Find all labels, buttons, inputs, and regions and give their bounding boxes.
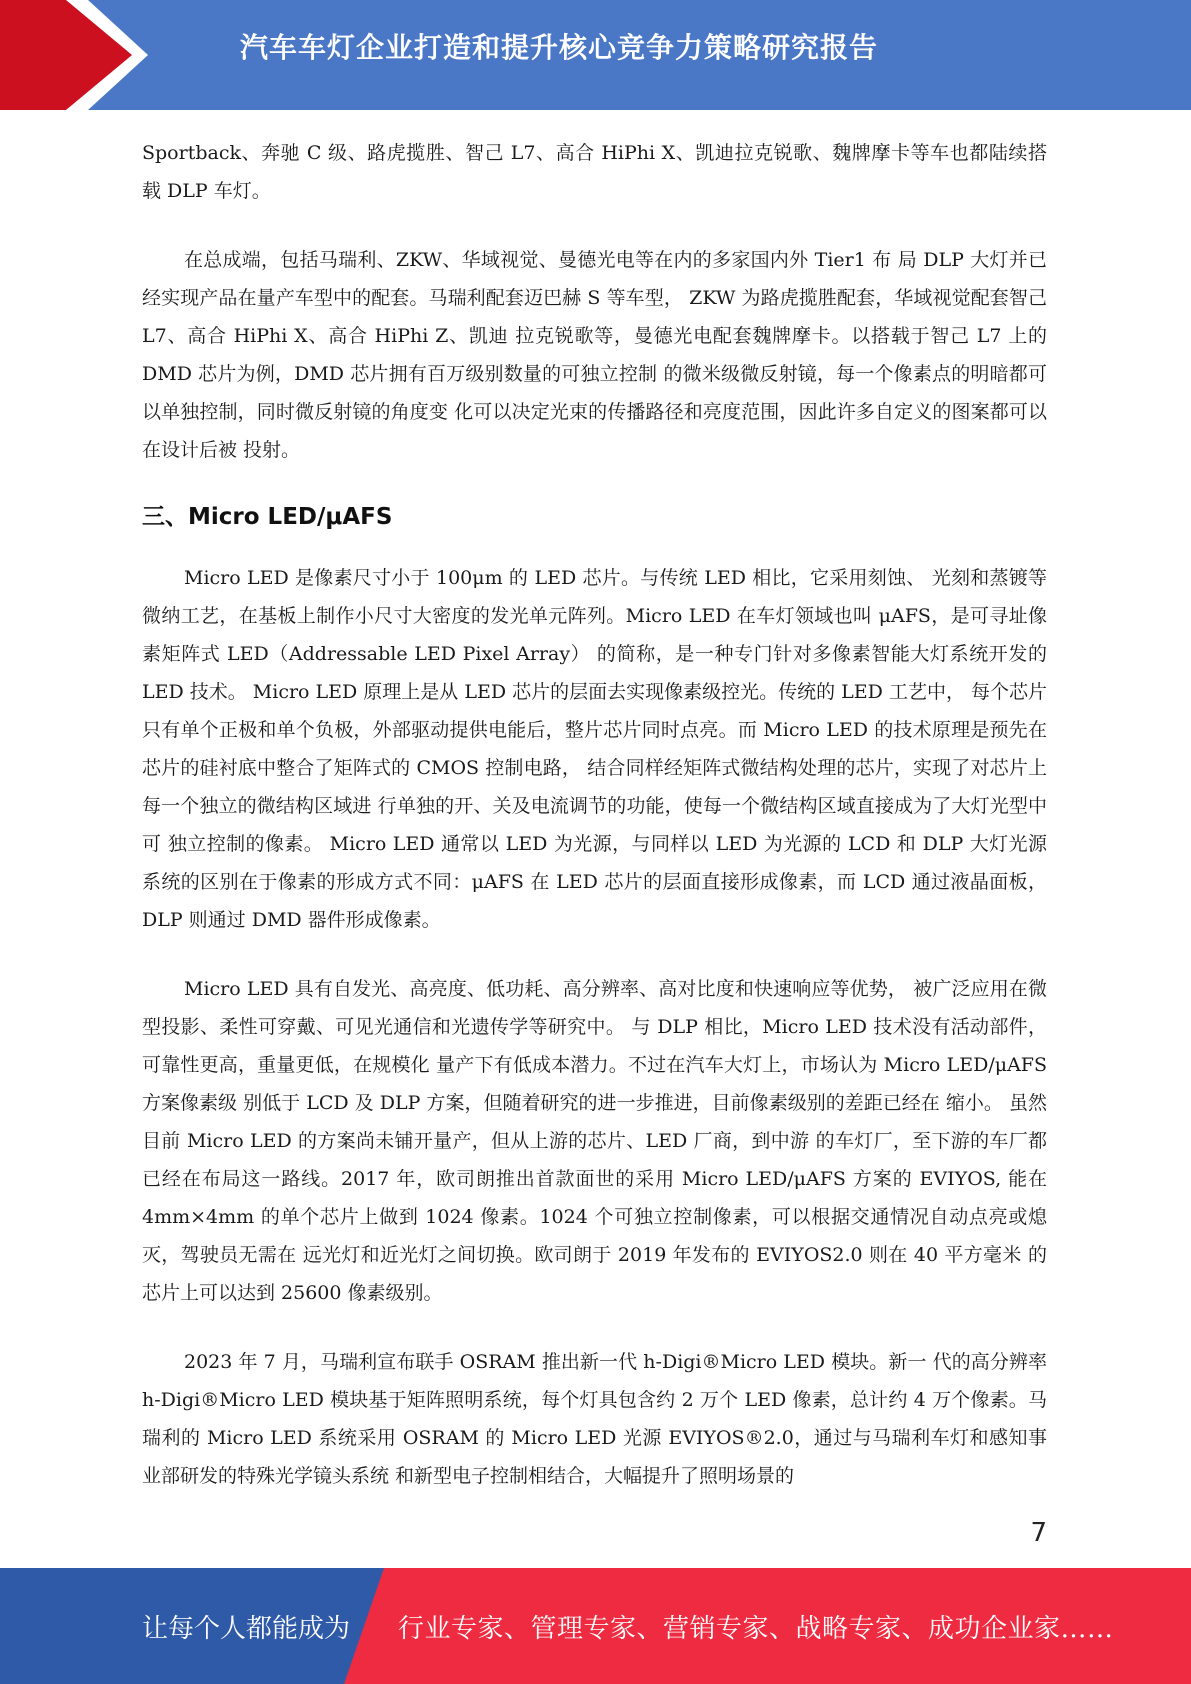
paragraph-4: Micro LED 具有自发光、高亮度、低功耗、高分辨率、高对比度和快速响应等优势， 被广泛应用在微型投影、柔性可穿戴、可见光通信和光遗传学等研究中。 与 DLP 相比，Micro LED 技术没有活动部件，可靠性更高，重量更低，在规模化 量产下有低成本潜力。不过在汽车大灯上，市场认为 Micro LED/μAFS 方案像素级 别低于 LCD 及 DLP 方案，但随着研究的进一步推进，目前像素级别的差距已经在 缩小。 虽然目前 Micro LED 的方案尚未铺开量产，但从上游的芯片、LED 厂商，到中游 的车灯厂，至下游的车厂都已经在布局这一路线。2017 年，欧司朗推出首款面世的采用 Micro LED/μAFS 方案的 EVIYOS, 能在 4mm×4mm 的单个芯片上做到 1024 像素。1024 个可独立控制像素，可以根据交通情况自动点亮或熄灭，驾驶员无需在 远光灯和近光灯之间切换。欧司朗于 2019 年发布的 EVIYOS2.0 则在 40 平方毫米 的芯片上可以达到 25600 像素级别。 [142,978,1047,1304]
footer-slogan-right: 行业专家、管理专家、营销专家、战略专家、成功企业家…… [398,1614,1114,1644]
paragraph-2: 在总成端，包括马瑞利、ZKW、华域视觉、曼德光电等在内的多家国内外 Tier1 布 局 DLP 大灯并已经实现产品在量产车型中的配套。马瑞利配套迈巴赫 S 等车型， ZKW 为路虎揽胜配套，华域视觉配套智己 L7、高合 HiPhi X、高合 HiPhi Z、凯迪 拉克锐歌等，曼德光电配套魏牌摩卡。以搭载于智己 L7 上的 DMD 芯片为例，DMD 芯片拥有百万级别数量的可独立控制 的微米级微反射镜，每一个像素点的明暗都可以单独控制，同时微反射镜的角度变 化可以决定光束的传播路径和亮度范围，因此许多自定义的图案都可以在设计后被 投射。 [142,249,1047,461]
footer-slogan-left: 让每个人都能成为 [142,1614,351,1644]
page-footer [0,1568,1191,1684]
header-arrow-icon [0,0,160,110]
paragraph-1: Sportback、奔驰 C 级、路虎揽胜、智己 L7、高合 HiPhi X、凯迪拉克锐歌、魏牌摩卡等车也都陆续搭 载 DLP 车灯。 [142,142,1047,202]
page-number: 7 [1030,1518,1047,1548]
header-title: 汽车车灯企业打造和提升核心竞争力策略研究报告 [240,31,879,64]
section-heading: 三、Micro LED/μAFS [142,504,393,530]
paragraph-5: 2023 年 7 月，马瑞利宣布联手 OSRAM 推出新一代 h-Digi®Micro LED 模块。新一 代的高分辨率 h-Digi®Micro LED 模块基于矩阵照明系统，每个灯具包含约 2 万个 LED 像素，总计约 4 万个像素。马瑞利的 Micro LED 系统采用 OSRAM 的 Micro LED 光源 EVIYOS®2.0，通过与马瑞利车灯和感知事业部研发的特殊光学镜头系统 和新型电子控制相结合，大幅提升了照明场景的 [142,1351,1047,1487]
page-header [0,0,1191,110]
paragraph-3: Micro LED 是像素尺寸小于 100μm 的 LED 芯片。与传统 LED 相比，它采用刻蚀、 光刻和蒸镀等微纳工艺，在基板上制作小尺寸大密度的发光单元阵列。Micro LED 在车灯领域也叫 μAFS，是可寻址像素矩阵式 LED（Addressable LED Pixel Array） 的简称，是一种专门针对多像素智能大灯系统开发的 LED 技术。 Micro LED 原理上是从 LED 芯片的层面去实现像素级控光。传统的 LED 工艺中， 每个芯片只有单个正极和单个负极，外部驱动提供电能后，整片芯片同时点亮。而 Micro LED 的技术原理是预先在芯片的硅衬底中整合了矩阵式的 CMOS 控制电路， 结合同样经矩阵式微结构处理的芯片，实现了对芯片上每一个独立的微结构区域进 行单独的开、关及电流调节的功能，使每一个微结构区域直接成为了大灯光型中可 独立控制的像素。 Micro LED 通常以 LED 为光源，与同样以 LED 为光源的 LCD 和 DLP 大灯光源 系统的区别在于像素的形成方式不同：μAFS 在 LED 芯片的层面直接形成像素，而 LCD 通过液晶面板，DLP 则通过 DMD 器件形成像素。 [142,567,1047,931]
document-body [142,134,1047,1495]
